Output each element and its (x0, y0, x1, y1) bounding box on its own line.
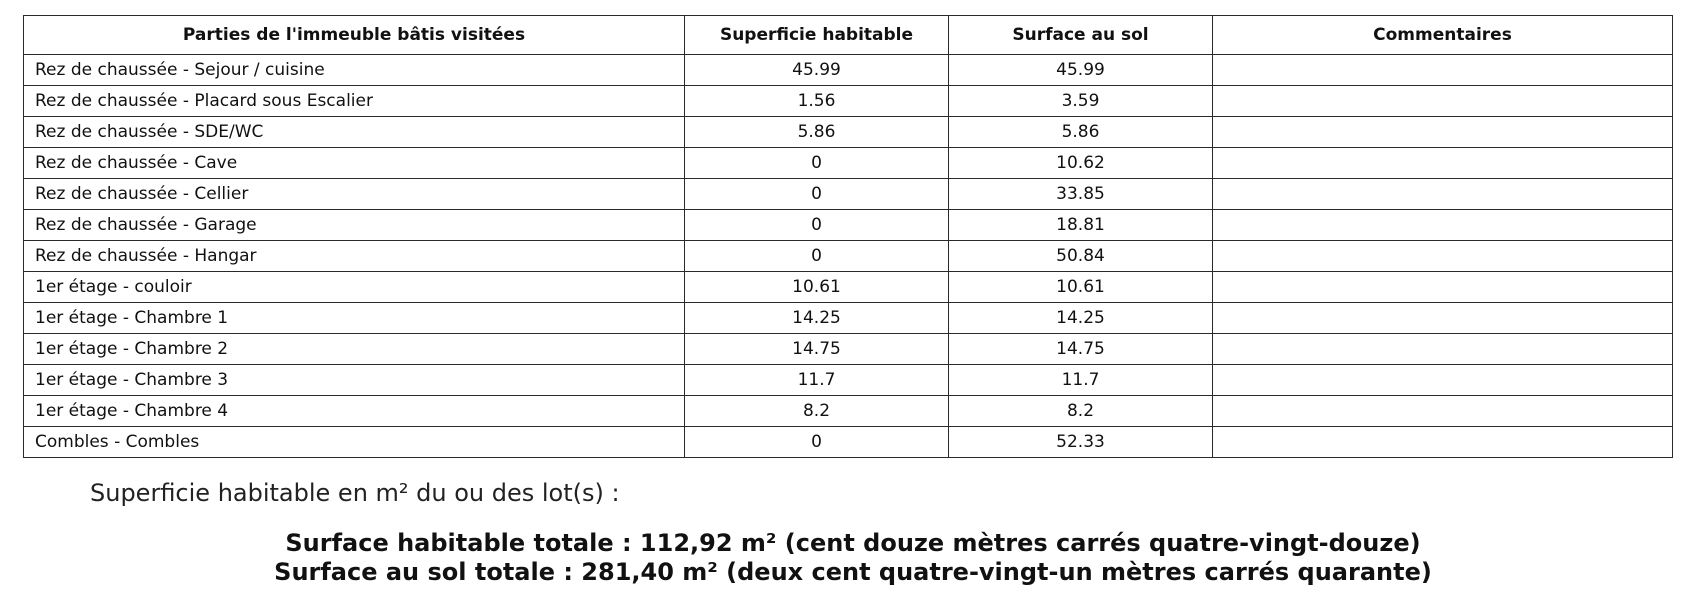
cell-sol: 45.99 (949, 55, 1213, 86)
cell-partie: Rez de chaussée - Sejour / cuisine (24, 55, 685, 86)
table-row (24, 396, 1673, 427)
cell-sol: 50.84 (949, 241, 1213, 272)
cell-sol: 5.86 (949, 117, 1213, 148)
table-row (24, 86, 1673, 117)
cell-habitable: 11.7 (685, 365, 949, 396)
header-parties: Parties de l'immeuble bâtis visitées (24, 16, 685, 55)
cell-commentaires (1213, 55, 1673, 86)
cell-habitable: 0 (685, 427, 949, 458)
total-sol: Surface au sol totale : 281,40 m² (deux cent quatre-vingt-un mètres carrés quarante) (274, 558, 1432, 586)
cell-partie: Rez de chaussée - Cellier (24, 179, 685, 210)
total-habitable: Surface habitable totale : 112,92 m² (cent douze mètres carrés quatre-vingt-douze) (285, 529, 1421, 557)
cell-sol: 8.2 (949, 396, 1213, 427)
cell-partie: Rez de chaussée - SDE/WC (24, 117, 685, 148)
cell-habitable: 0 (685, 148, 949, 179)
cell-sol: 11.7 (949, 365, 1213, 396)
cell-habitable: 14.25 (685, 303, 949, 334)
table-row (24, 334, 1673, 365)
header-surface-au-sol: Surface au sol (949, 16, 1213, 55)
table-row (24, 179, 1673, 210)
cell-sol: 33.85 (949, 179, 1213, 210)
cell-partie: 1er étage - Chambre 1 (24, 303, 685, 334)
cell-sol: 14.25 (949, 303, 1213, 334)
cell-habitable: 0 (685, 241, 949, 272)
cell-habitable: 0 (685, 210, 949, 241)
cell-partie: Combles - Combles (24, 427, 685, 458)
cell-commentaires (1213, 117, 1673, 148)
table-row (24, 365, 1673, 396)
table-row (24, 272, 1673, 303)
cell-sol: 3.59 (949, 86, 1213, 117)
cell-habitable: 1.56 (685, 86, 949, 117)
table-row (24, 55, 1673, 86)
cell-commentaires (1213, 241, 1673, 272)
cell-commentaires (1213, 334, 1673, 365)
cell-partie: 1er étage - Chambre 4 (24, 396, 685, 427)
cell-habitable: 14.75 (685, 334, 949, 365)
cell-commentaires (1213, 365, 1673, 396)
cell-partie: Rez de chaussée - Placard sous Escalier (24, 86, 685, 117)
cell-commentaires (1213, 272, 1673, 303)
cell-sol: 14.75 (949, 334, 1213, 365)
cell-partie: 1er étage - Chambre 3 (24, 365, 685, 396)
table-row (24, 210, 1673, 241)
cell-partie: Rez de chaussée - Cave (24, 148, 685, 179)
cell-sol: 10.62 (949, 148, 1213, 179)
cell-habitable: 45.99 (685, 55, 949, 86)
header-commentaires: Commentaires (1213, 16, 1673, 55)
header-superficie-habitable: Superficie habitable (685, 16, 949, 55)
cell-partie: 1er étage - Chambre 2 (24, 334, 685, 365)
table-row (24, 117, 1673, 148)
cell-habitable: 10.61 (685, 272, 949, 303)
cell-commentaires (1213, 303, 1673, 334)
cell-commentaires (1213, 210, 1673, 241)
summary-label: Superficie habitable en m² du ou des lot(s) : (90, 479, 620, 507)
cell-commentaires (1213, 179, 1673, 210)
table-header-row (24, 16, 1673, 55)
cell-partie: Rez de chaussée - Hangar (24, 241, 685, 272)
table-row (24, 303, 1673, 334)
table-row (24, 427, 1673, 458)
cell-habitable: 5.86 (685, 117, 949, 148)
cell-partie: 1er étage - couloir (24, 272, 685, 303)
cell-commentaires (1213, 86, 1673, 117)
cell-habitable: 8.2 (685, 396, 949, 427)
cell-commentaires (1213, 396, 1673, 427)
cell-sol: 10.61 (949, 272, 1213, 303)
cell-commentaires (1213, 148, 1673, 179)
table-row (24, 148, 1673, 179)
cell-sol: 52.33 (949, 427, 1213, 458)
cell-partie: Rez de chaussée - Garage (24, 210, 685, 241)
cell-habitable: 0 (685, 179, 949, 210)
surfaces-table (23, 15, 1673, 458)
cell-sol: 18.81 (949, 210, 1213, 241)
cell-commentaires (1213, 427, 1673, 458)
table-row (24, 241, 1673, 272)
